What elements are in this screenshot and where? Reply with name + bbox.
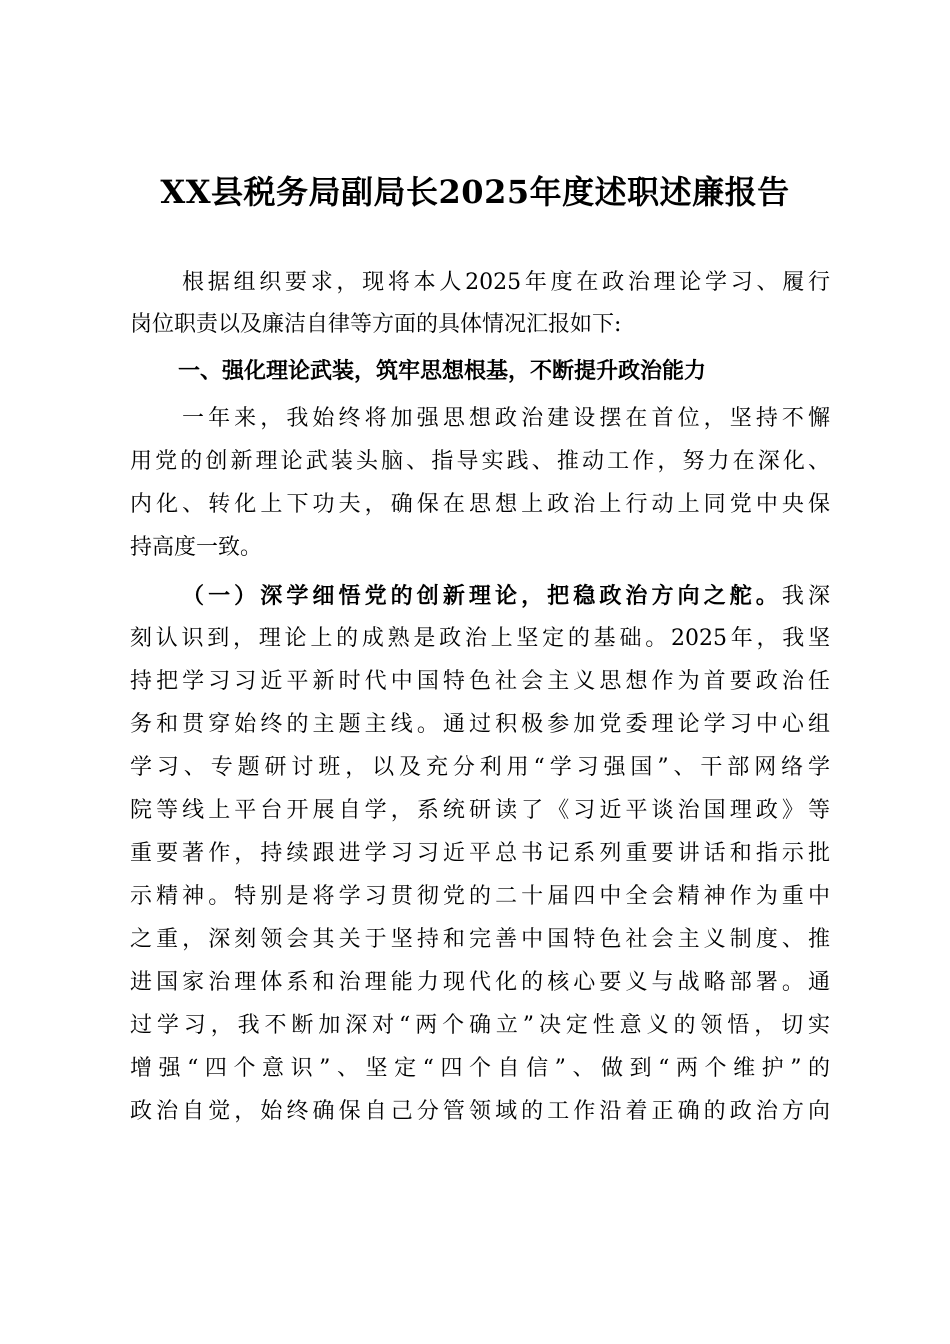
paragraph-line: 增强“四个意识”、坚定“四个自信”、做到“两个维护”的: [130, 1056, 830, 1081]
paragraph-line: 一年来，我始终将加强思想政治建设摆在首位，坚持不懈: [182, 406, 830, 431]
paragraph-line: 学习、专题研讨班，以及充分利用“学习强国”、干部网络学: [130, 755, 830, 780]
paragraph-line: 持把学习习近平新时代中国特色社会主义思想作为首要政治任: [130, 669, 830, 694]
paragraph-line: 之重，深刻领会其关于坚持和完善中国特色社会主义制度、推: [130, 927, 830, 952]
paragraph-line: 政治自觉，始终确保自己分管领域的工作沿着正确的政治方向: [130, 1099, 830, 1124]
paragraph-line: 刻认识到，理论上的成熟是政治上坚定的基础。2025年，我坚: [130, 626, 830, 651]
subsection-line-rest: 我深: [781, 584, 830, 609]
document-body: [130, 263, 830, 1163]
paragraph-line: 持高度一致。: [130, 535, 263, 560]
paragraph-line: 过学习，我不断加深对“两个确立”决定性意义的领悟，切实: [130, 1013, 830, 1038]
intro-line: 根据组织要求，现将本人2025年度在政治理论学习、履行: [182, 270, 830, 295]
subsection-title: （一）深学细悟党的创新理论，把稳政治方向之舵。: [182, 583, 782, 609]
paragraph-line: 进国家治理体系和治理能力现代化的核心要义与战略部署。通: [130, 970, 830, 995]
intro-line: 岗位职责以及廉洁自律等方面的具体情况汇报如下:: [130, 312, 622, 337]
paragraph-line: 重要著作，持续跟进学习习近平总书记系列重要讲话和指示批: [130, 841, 830, 866]
section-heading: 一、强化理论武装，筑牢思想根基，不断提升政治能力: [178, 359, 707, 384]
paragraph-line: 务和贯穿始终的主题主线。通过积极参加党委理论学习中心组: [130, 712, 830, 737]
paragraph-line: 用党的创新理论武装头脑、指导实践、推动工作，努力在深化、: [130, 449, 830, 474]
paragraph-line: 示精神。特别是将学习贯彻党的二十届四中全会精神作为重中: [130, 884, 830, 909]
document-title: XX县税务局副局长2025年度述职述廉报告: [160, 173, 790, 211]
paragraph-line: 院等线上平台开展自学，系统研读了《习近平谈治国理政》等: [130, 798, 830, 823]
paragraph-line: 内化、转化上下功夫，确保在思想上政治上行动上同党中央保: [130, 492, 830, 517]
subsection-first-line: [182, 576, 830, 616]
